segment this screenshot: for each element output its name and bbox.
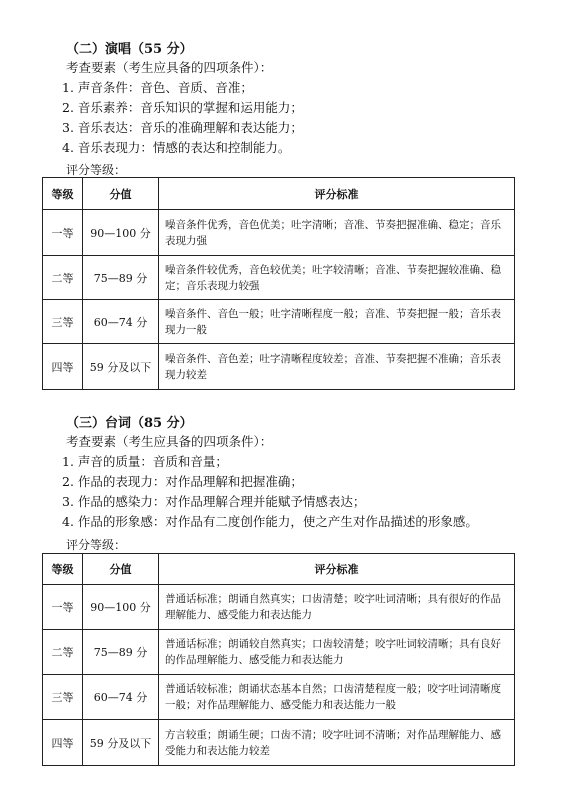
row-criteria: 噪音条件较优秀，音色较优美；吐字较清晰；音准、节奏把握较准确、稳定；音乐表现力较强 (159, 256, 515, 300)
row-criteria: 普通话标准；朗诵自然真实；口齿清楚；咬字吐词清晰；具有很好的作品理解能力、感受能力和表达能力 (159, 585, 515, 630)
requirement-item: 4. 音乐表现力：情感的表达和控制能力。 (62, 140, 291, 155)
row-score: 75—89 分 (83, 256, 159, 300)
requirement-item: 4. 作品的形象感：对作品有二度创作能力，使之产生对作品描述的形象感。 (62, 514, 478, 529)
table-row (43, 344, 515, 390)
row-criteria: 普通话标准；朗诵较自然真实；口齿较清楚；咬字吐词较清晰；具有良好的作品理解能力、感受能力和表达能力 (159, 630, 515, 675)
section-intro-recitation: 考查要素（考生应具备的四项条件）： (66, 434, 273, 449)
row-score: 60—74 分 (83, 675, 159, 720)
row-level: 四等 (43, 344, 83, 390)
row-score: 90—100 分 (83, 210, 159, 256)
header-level: 等级 (43, 178, 83, 210)
row-level: 二等 (43, 630, 83, 675)
header-score: 分值 (83, 554, 159, 585)
requirement-item: 2. 音乐素养：音乐知识的掌握和运用能力； (62, 100, 303, 115)
row-level: 三等 (43, 675, 83, 720)
row-criteria: 方言较重；朗诵生硬；口齿不清；咬字吐词不清晰；对作品理解能力、感受能力和表达能力较差 (159, 720, 515, 766)
header-criteria: 评分标准 (159, 178, 515, 210)
row-score: 59 分及以下 (83, 720, 159, 766)
table-row (43, 585, 515, 630)
section-title-recitation: （三）台词（85 分） (66, 416, 193, 431)
table-row (43, 720, 515, 766)
row-level: 三等 (43, 300, 83, 344)
row-score: 90—100 分 (83, 585, 159, 630)
grading-table-recitation (42, 553, 515, 766)
table-row (43, 300, 515, 344)
grade-label-singing: 评分等级： (66, 163, 127, 177)
requirement-item: 1. 声音的质量：音质和音量； (62, 454, 228, 469)
header-level: 等级 (43, 554, 83, 585)
table-row (43, 675, 515, 720)
table-row (43, 256, 515, 300)
section-intro-singing: 考查要素（考生应具备的四项条件）： (66, 60, 273, 75)
table-row (43, 210, 515, 256)
table-header-row (43, 178, 515, 210)
row-level: 一等 (43, 585, 83, 630)
row-score: 75—89 分 (83, 630, 159, 675)
row-criteria: 噪音条件、音色一般；吐字清晰程度一般；音准、节奏把握一般；音乐表现力一般 (159, 300, 515, 344)
header-criteria: 评分标准 (159, 554, 515, 585)
requirement-item: 3. 音乐表达：音乐的准确理解和表达能力； (62, 120, 303, 135)
row-criteria: 噪音条件优秀，音色优美；吐字清晰；音准、节奏把握准确、稳定；音乐表现力强 (159, 210, 515, 256)
row-score: 59 分及以下 (83, 344, 159, 390)
table-row (43, 630, 515, 675)
row-score: 60—74 分 (83, 300, 159, 344)
row-level: 二等 (43, 256, 83, 300)
section-title-singing: （二）演唱（55 分） (66, 42, 193, 57)
requirement-item: 2. 作品的表现力：对作品理解和把握准确； (62, 474, 303, 489)
row-criteria: 普通话较标准；朗诵状态基本自然；口齿清楚程度一般；咬字吐词清晰度一般；对作品理解能力、感受能力和表达能力一般 (159, 675, 515, 720)
grading-table-singing (42, 177, 515, 390)
row-criteria: 噪音条件、音色差；吐字清晰程度较差；音准、节奏把握不准确；音乐表现力较差 (159, 344, 515, 390)
requirement-item: 1. 声音条件：音色、音质、音准； (62, 80, 253, 95)
table-header-row (43, 554, 515, 585)
requirement-item: 3. 作品的感染力：对作品理解合理并能赋予情感表达； (62, 494, 366, 509)
header-score: 分值 (83, 178, 159, 210)
row-level: 一等 (43, 210, 83, 256)
row-level: 四等 (43, 720, 83, 766)
grade-label-recitation: 评分等级： (66, 538, 127, 552)
